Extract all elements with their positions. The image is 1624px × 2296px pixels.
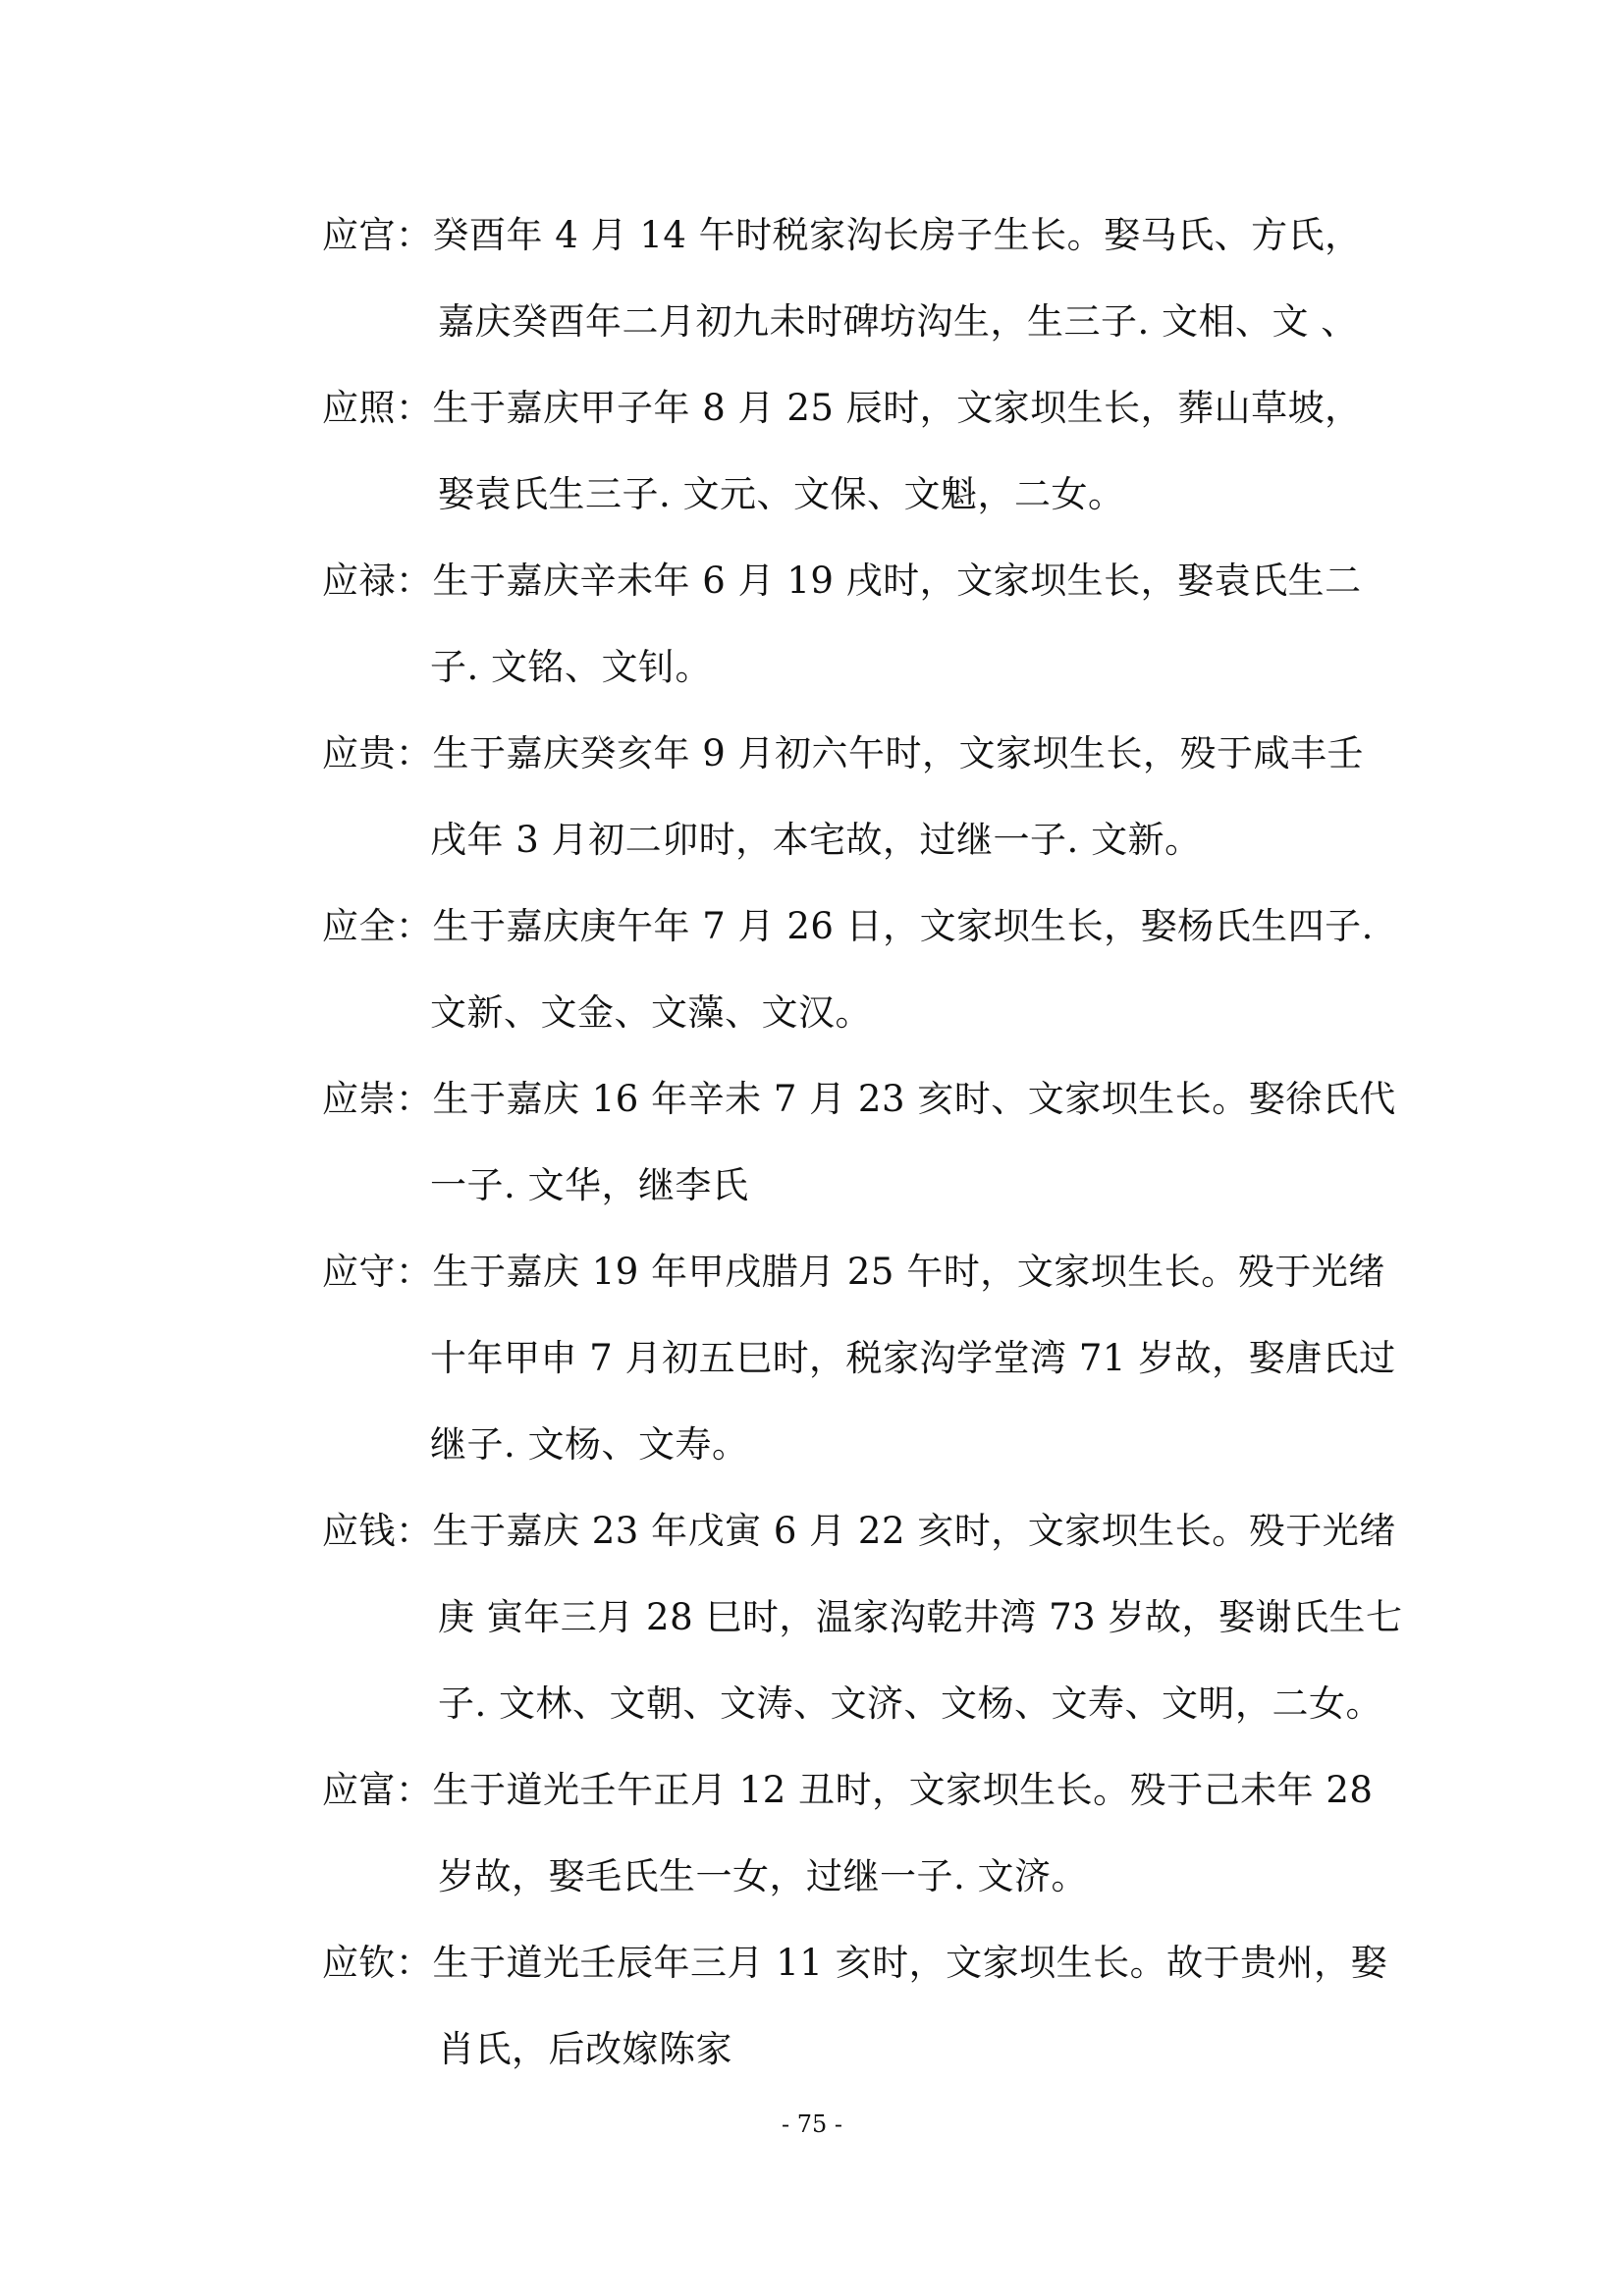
entry-continuation-line: 岁故，娶毛氏生一女，过继一子. 文济。	[438, 1855, 1089, 1897]
entry-first-line	[322, 1944, 1412, 1983]
entry-text: ：生于道光壬辰年三月 11 亥时，文家坝生长。故于贵州，娶	[396, 1942, 1388, 1984]
entry-first-line	[322, 1080, 1412, 1119]
entry-continuation-line: 肖氏，后改嫁陈家	[438, 2028, 732, 2070]
entry-name: 应照	[322, 387, 396, 429]
entry-text: ：生于嘉庆 19 年甲戌腊月 25 午时，文家坝生长。殁于光绪	[396, 1251, 1385, 1293]
entry-ying-qin	[322, 1944, 1412, 2116]
entry-text: ：生于嘉庆辛未年 6 月 19 戌时，文家坝生长，娶袁氏生二	[396, 560, 1362, 602]
entry-text: ：生于嘉庆癸亥年 9 月初六午时，文家坝生长，殁于咸丰壬	[396, 732, 1365, 774]
entry-name: 应禄	[322, 560, 396, 602]
entry-ying-gui	[322, 734, 1412, 907]
entry-text: ：生于嘉庆 16 年辛未 7 月 23 亥时、文家坝生长。娶徐氏代	[396, 1078, 1396, 1120]
entry-ying-lu	[322, 561, 1412, 734]
entry-text: ：生于道光壬午正月 12 丑时，文家坝生长。殁于己未年 28	[396, 1769, 1374, 1811]
entry-name: 应守	[322, 1251, 396, 1293]
entry-name: 应钱	[322, 1510, 396, 1552]
entry-continuation-line: 戌年 3 月初二卯时，本宅故，过继一子. 文新。	[430, 819, 1202, 861]
entry-ying-chong	[322, 1080, 1412, 1253]
entry-ying-fu	[322, 1771, 1412, 1944]
entry-ying-zhao	[322, 389, 1412, 561]
entry-name: 应全	[322, 905, 396, 947]
entry-first-line	[322, 1771, 1412, 1810]
entry-continuation-line: 娶袁氏生三子. 文元、文保、文魁，二女。	[438, 473, 1125, 515]
entry-ying-gong	[322, 216, 1412, 389]
entry-first-line	[322, 561, 1412, 601]
entry-continuation-line: 嘉庆癸酉年二月初九未时碑坊沟生，生三子. 文相、文 、	[438, 300, 1358, 343]
entry-name: 应宫	[322, 214, 396, 256]
entry-first-line	[322, 216, 1412, 255]
entry-first-line	[322, 734, 1412, 774]
entry-name: 应贵	[322, 732, 396, 774]
entry-text: ：生于嘉庆甲子年 8 月 25 辰时，文家坝生长，葬山草坡，	[396, 387, 1362, 429]
entry-first-line	[322, 389, 1412, 428]
entry-first-line	[322, 1512, 1412, 1551]
entry-first-line	[322, 907, 1412, 946]
entry-continuation-line: 继子. 文杨、文寿。	[430, 1423, 749, 1466]
entry-continuation-line: 子. 文林、文朝、文涛、文济、文杨、文寿、文明，二女。	[438, 1682, 1383, 1725]
entry-name: 应崇	[322, 1078, 396, 1120]
entry-continuation-line: 一子. 文华，继李氏	[430, 1164, 749, 1206]
entry-ying-shou	[322, 1253, 1412, 1512]
entry-name: 应富	[322, 1769, 396, 1811]
entry-text: ：生于嘉庆庚午年 7 月 26 日，文家坝生长，娶杨氏生四子.	[396, 905, 1374, 947]
entry-continuation-line: 十年甲申 7 月初五巳时，税家沟学堂湾 71 岁故，娶唐氏过	[430, 1337, 1396, 1379]
page-number: - 75 -	[781, 2110, 842, 2138]
entry-name: 应钦	[322, 1942, 396, 1984]
entry-continuation-line: 庚 寅年三月 28 巳时，温家沟乾井湾 73 岁故，娶谢氏生七	[438, 1596, 1403, 1638]
entry-text: ：生于嘉庆 23 年戊寅 6 月 22 亥时，文家坝生长。殁于光绪	[396, 1510, 1396, 1552]
entry-first-line	[322, 1253, 1412, 1292]
entry-continuation-line: 子. 文铭、文钊。	[430, 646, 713, 688]
entry-ying-qian	[322, 1512, 1412, 1771]
entry-text: ：癸酉年 4 月 14 午时税家沟长房子生长。娶马氏、方氏，	[396, 214, 1362, 256]
entry-continuation-line: 文新、文金、文藻、文汉。	[430, 991, 872, 1034]
entry-ying-quan	[322, 907, 1412, 1080]
